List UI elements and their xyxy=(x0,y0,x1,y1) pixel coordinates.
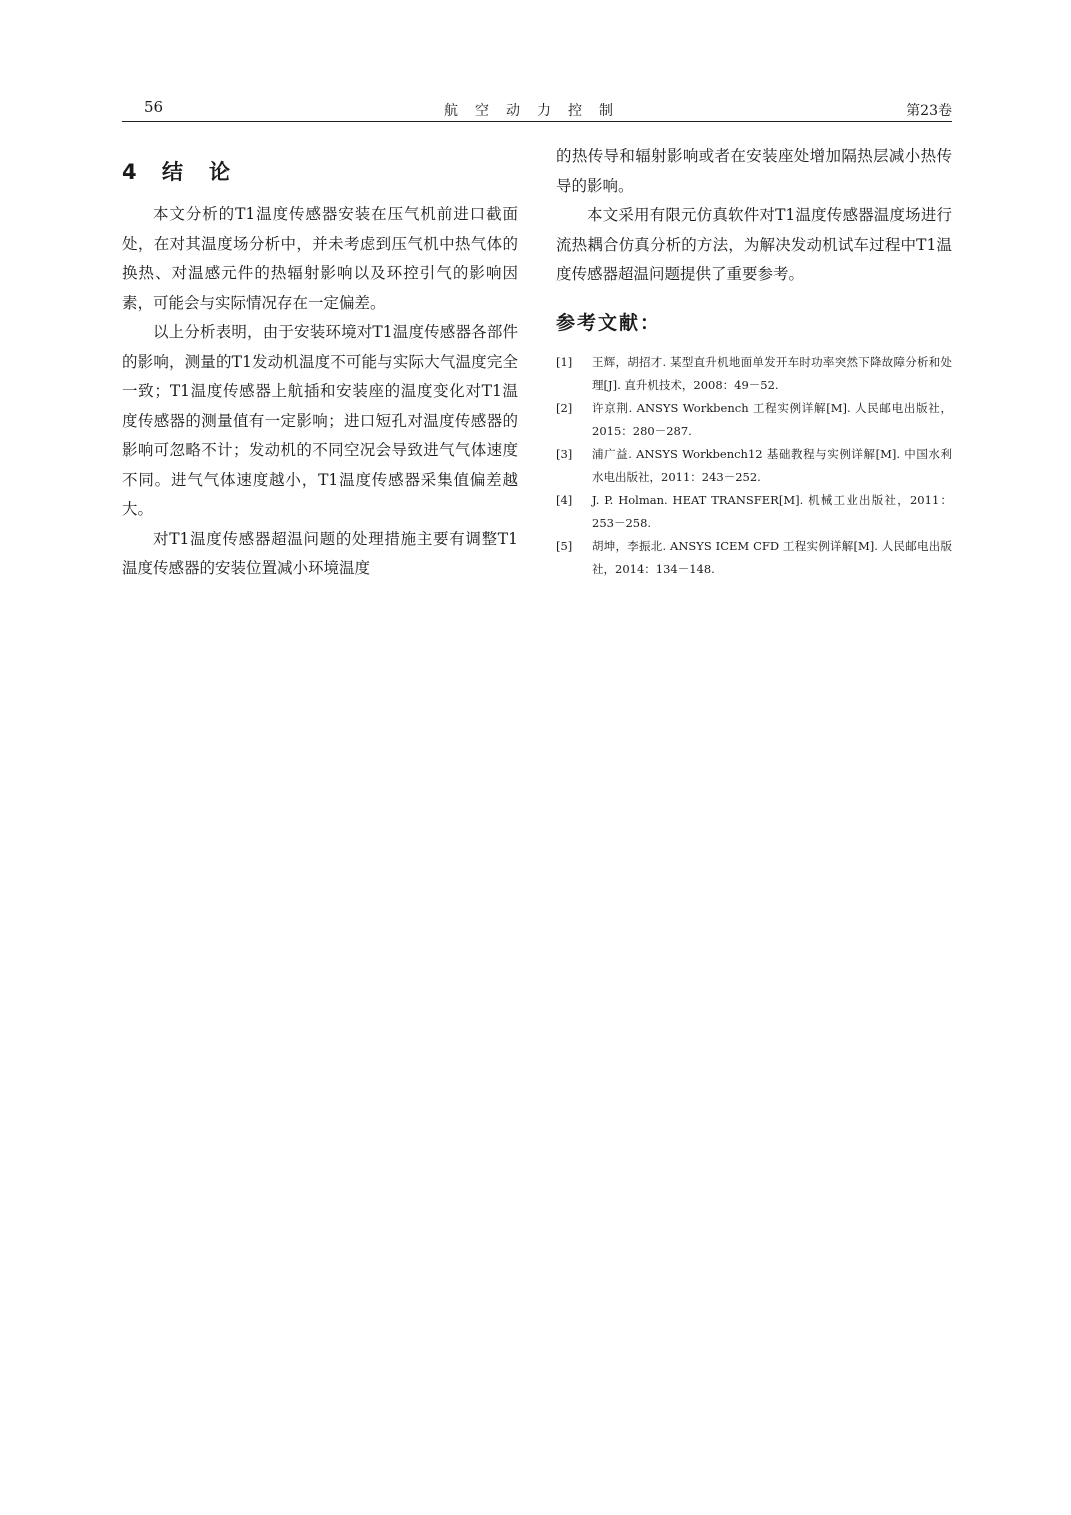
running-header xyxy=(122,96,952,124)
section-heading xyxy=(122,156,518,186)
reference-number: [3] xyxy=(556,446,573,461)
left-column xyxy=(122,142,518,584)
reference-item xyxy=(556,351,952,397)
reference-item xyxy=(556,489,952,535)
volume-label: 第23卷 xyxy=(906,103,952,119)
reference-text: 王辉，胡招才. 某型直升机地面单发开车时功率突然下降故障分析和处理[J]. 直升机技术，2008：49－52. xyxy=(592,354,952,392)
reference-number: [4] xyxy=(556,492,573,507)
right-column xyxy=(556,142,952,581)
section-number: 4 xyxy=(122,160,137,184)
reference-text: 浦广益. ANSYS Workbench12 基础教程与实例详解[M]. 中国水利水电出版社，2011：243－252. xyxy=(592,446,952,484)
references-heading: 参考文献： xyxy=(556,311,662,334)
reference-number: [1] xyxy=(556,354,573,369)
reference-item xyxy=(556,397,952,443)
reference-list xyxy=(556,351,952,581)
reference-text: J. P. Holman. HEAT TRANSFER[M]. 机械工业出版社，2011：253－258. xyxy=(592,492,952,530)
header-rule xyxy=(122,121,952,122)
paragraph: 本文分析的T1温度传感器安装在压气机前进口截面处，在对其温度场分析中，并未考虑到压气机中热气体的换热、对温感元件的热辐射影响以及环控引气的影响因素，可能会与实际情况存在一定偏差。 xyxy=(122,205,518,312)
paragraph: 以上分析表明，由于安装环境对T1温度传感器各部件的影响，测量的T1发动机温度不可能与实际大气温度完全一致；T1温度传感器上航插和安装座的温度变化对T1温度传感器的测量值有一定影响；进口短孔对温度传感器的影响可忽略不计；发动机的不同空况会导致进气气体速度不同。进气气体速度越小，T1温度传感器采集值偏差越大。 xyxy=(122,323,518,518)
reference-text: 许京荆. ANSYS Workbench 工程实例详解[M]. 人民邮电出版社，2015：280－287. xyxy=(592,400,952,438)
reference-item xyxy=(556,443,952,489)
reference-number: [5] xyxy=(556,538,573,553)
reference-item xyxy=(556,535,952,581)
journal-title: 航空动力控制 xyxy=(444,103,630,119)
section-title: 结论 xyxy=(162,160,256,184)
paragraph-continued: 的热传导和辐射影响或者在安装座处增加隔热层减小热传导的影响。 xyxy=(556,147,952,195)
paragraph: 对T1温度传感器超温问题的处理措施主要有调整T1温度传感器的安装位置减小环境温度 xyxy=(122,529,518,577)
reference-text: 胡坤，李振北. ANSYS ICEM CFD 工程实例详解[M]. 人民邮电出版社，2014：134－148. xyxy=(592,538,952,576)
reference-number: [2] xyxy=(556,400,573,415)
page-number: 56 xyxy=(144,98,164,116)
paragraph: 本文采用有限元仿真软件对T1温度传感器温度场进行流热耦合仿真分析的方法，为解决发动机试车过程中T1温度传感器超温问题提供了重要参考。 xyxy=(556,206,952,283)
